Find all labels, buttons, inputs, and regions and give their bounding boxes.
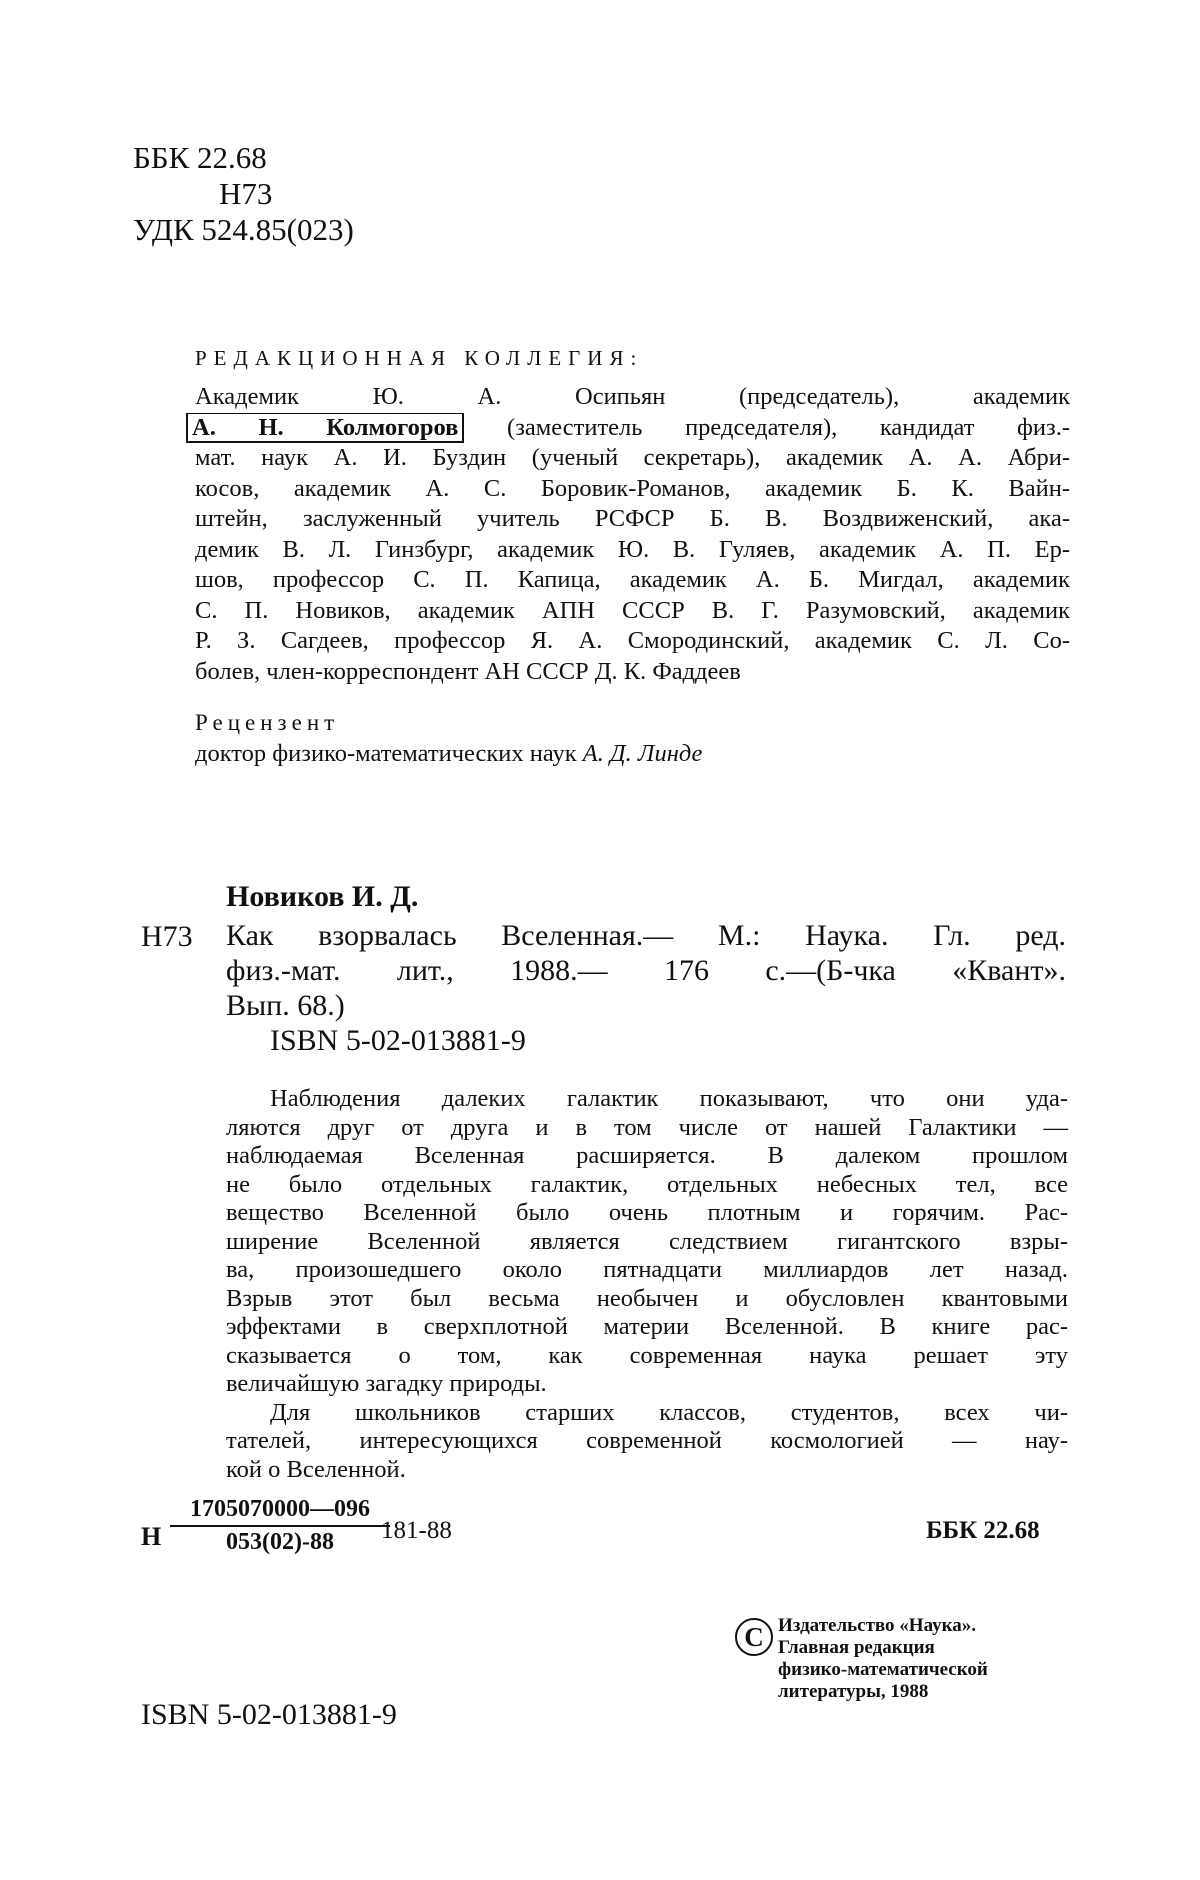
bbk-code: ББК 22.68: [133, 140, 354, 176]
abstract-line: ширение Вселенной является следствием гигантского взры-: [226, 1228, 1068, 1257]
index-fraction: [170, 1496, 390, 1556]
copyright-line: Главная редакция: [778, 1637, 988, 1659]
editorial-board-heading: РЕДАКЦИОННАЯ КОЛЛЕГИЯ:: [195, 346, 643, 371]
board-line: мат. наук А. И. Буздин (ученый секретарь), академик А. А. Абри-: [195, 443, 1070, 474]
board-line: [195, 413, 1070, 444]
card-description: [226, 918, 1066, 1058]
abstract-line: эффектами в сверхплотной материи Вселенной. В книге рас-: [226, 1313, 1068, 1342]
copyright-line: физико-математической: [778, 1659, 988, 1681]
abstract-line: сказывается о том, как современная наука решает эту: [226, 1342, 1068, 1371]
isbn-bottom: ISBN 5-02-013881-9: [141, 1698, 397, 1732]
card-code: Н73: [141, 920, 193, 954]
abstract-line: Наблюдения далеких галактик показывают, что они уда-: [226, 1085, 1068, 1114]
copyright-line: литературы, 1988: [778, 1681, 988, 1703]
abstract-line: наблюдаемая Вселенная расширяется. В далеком прошлом: [226, 1142, 1068, 1171]
board-line: Р. З. Сагдеев, профессор Я. А. Смородинский, академик С. Л. Со-: [195, 626, 1070, 657]
abstract-line: не было отдельных галактик, отдельных небесных тел, все: [226, 1171, 1068, 1200]
card-author: Новиков И. Д.: [226, 880, 418, 914]
abstract-line: ва, произошедшего около пятнадцати миллиардов лет назад.: [226, 1256, 1068, 1285]
abstract-line: тателей, интересующихся современной космологией — нау-: [226, 1427, 1068, 1456]
bbk-right: ББК 22.68: [926, 1517, 1040, 1545]
card-line: Вып. 68.): [226, 988, 1066, 1023]
board-line-rest: (заместитель председателя), кандидат физ.-: [464, 414, 1070, 441]
copyright-line: Издательство «Наука».: [778, 1615, 988, 1637]
reviewer-line: [195, 740, 702, 768]
index-numerator: 1705070000—096: [170, 1496, 390, 1525]
abstract: [226, 1085, 1068, 1484]
index-letter: Н: [141, 1522, 161, 1552]
reviewer-title: доктор физико-математических наук: [195, 740, 583, 767]
abstract-line: кой о Вселенной.: [226, 1456, 1068, 1485]
board-line: болев, член-корреспондент АН СССР Д. К. Фаддеев: [195, 657, 1070, 688]
editorial-board-list: [195, 382, 1070, 687]
abstract-line: ляются друг от друга и в том числе от нашей Галактики —: [226, 1114, 1068, 1143]
index-denominator: 053(02)-88: [170, 1525, 390, 1556]
abstract-line: Для школьников старших классов, студентов, всех чи-: [226, 1399, 1068, 1428]
board-line: демик В. Л. Гинзбург, академик Ю. В. Гуляев, академик А. П. Ер-: [195, 535, 1070, 566]
author-mark: Н73: [133, 176, 354, 212]
reviewer-heading: Рецензент: [195, 710, 339, 736]
board-line: шов, профессор С. П. Капица, академик А. Б. Мигдал, академик: [195, 565, 1070, 596]
board-line: Академик Ю. А. Осипьян (председатель), академик: [195, 382, 1070, 413]
copyright-icon: C: [735, 1618, 773, 1656]
index-suffix: 181-88: [381, 1517, 452, 1545]
boxed-name: А. Н. Колмогоров: [186, 413, 464, 443]
board-line: штейн, заслуженный учитель РСФСР Б. В. Воздвиженский, ака-: [195, 504, 1070, 535]
abstract-line: Взрыв этот был весьма необычен и обусловлен квантовыми: [226, 1285, 1068, 1314]
udk-code: УДК 524.85(023): [133, 212, 354, 248]
card-line: Как взорвалась Вселенная.— М.: Наука. Гл. ред.: [226, 918, 1066, 953]
board-line: косов, академик А. С. Боровик-Романов, академик Б. К. Вайн-: [195, 474, 1070, 505]
copyright-block: [778, 1615, 988, 1703]
abstract-line: вещество Вселенной было очень плотным и горячим. Рас-: [226, 1199, 1068, 1228]
abstract-line: величайшую загадку природы.: [226, 1370, 1068, 1399]
card-line: физ.-мат. лит., 1988.— 176 с.—(Б-чка «Квант».: [226, 953, 1066, 988]
card-isbn: ISBN 5-02-013881-9: [226, 1023, 1066, 1058]
board-line: С. П. Новиков, академик АПН СССР В. Г. Разумовский, академик: [195, 596, 1070, 627]
reviewer-name: А. Д. Линде: [583, 740, 703, 767]
classification-block: [133, 140, 354, 248]
